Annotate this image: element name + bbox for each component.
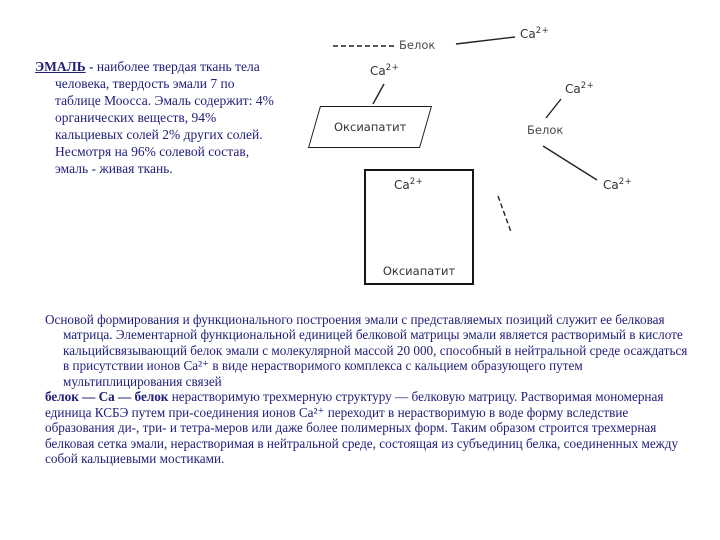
body-paragraph-2-text: нерастворимую трехмерную структуру — белковую матрицу. Растворимая мономерная единица КСБЭ путем при-соединения ионов Са²⁺ переходит в нерастворимую в воде форму вследствие образования ди-, три- и тетра-меров или даже более полимерных форм. Таким образом строится трехмерная белковая сетка эмали, нерастворимая в нейтральной среде, состоящая из субъединиц белка, соединенных между собой кальциевыми мостиками. [45, 389, 679, 466]
body-paragraph-1: Основой формирования и функционального построения эмали с представляемых позиций служит ее белковая матрица. Элементарной функциональной единицей белковой матрицы эмали является растворимый в кислоте кальцийсвязывающий белок эмали с молекулярной массой 20 000, способный в нейтральной среде осаждаться в присутствии ионов Са²⁺ в виде нерастворимого комплекса с кальцием образующего путем мультиплицирования связей [45, 312, 688, 389]
body-text [45, 312, 695, 466]
ca-superscript: 2+ [385, 63, 400, 73]
intro-paragraph [35, 58, 283, 177]
ca-ion-label-3 [565, 81, 594, 96]
ca-superscript: 2+ [618, 177, 633, 187]
oxyapatite-box [364, 169, 474, 285]
oxyapatite-parallelogram [308, 106, 432, 148]
ca-ion-label-2 [370, 63, 399, 78]
intro-text: наиболее твердая ткань тела человека, твердость эмали 7 по таблице Моосса. Эмаль содержит: 4% органических веществ, 94% кальциевых солей 2% других солей. Несмотря на 96% солевой состав, эмаль - живая ткань. [55, 59, 274, 176]
ca-superscript: 2+ [580, 81, 595, 91]
protein-label-middle: Белок [527, 123, 564, 137]
ca-ion-label-1 [520, 26, 549, 41]
body-paragraph-2 [45, 389, 695, 466]
protein-label-top: Белок [399, 38, 436, 52]
ca-base: Са [603, 178, 619, 192]
oxyapatite-box-label: Оксиапатит [382, 264, 456, 278]
intro-lead: ЭМАЛЬ [35, 59, 86, 74]
ca-ion-label-5 [394, 177, 423, 192]
ca-ion-label-4 [603, 177, 632, 192]
oxyapatite-parallelogram-label: Оксиапатит [333, 120, 407, 134]
ca-superscript: 2+ [535, 26, 550, 36]
body-paragraph-2-lead: белок — Са — белок [45, 389, 169, 405]
ca-base: Са [565, 82, 581, 96]
ca-superscript: 2+ [409, 177, 424, 187]
ca-base: Са [370, 64, 386, 78]
ca-base: Са [394, 178, 410, 192]
intro-lead-dash: - [85, 59, 97, 74]
ca-base: Са [520, 27, 536, 41]
